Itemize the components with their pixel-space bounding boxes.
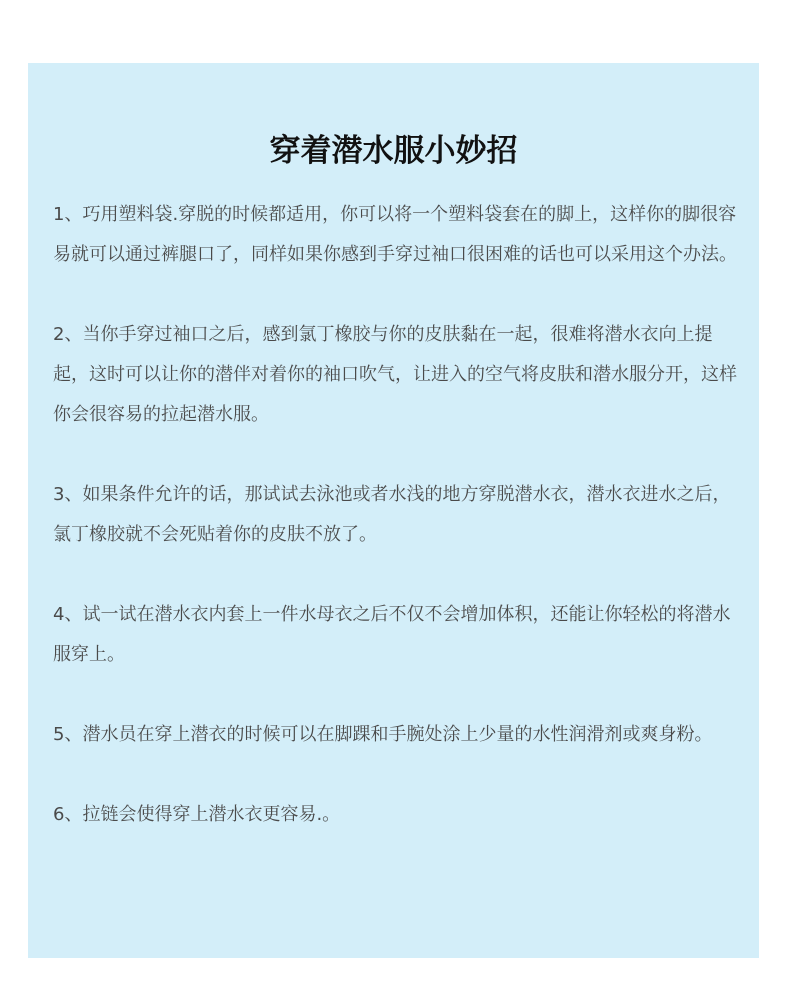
- tip-item-5: 5、潜水员在穿上潜衣的时候可以在脚踝和手腕处涂上少量的水性润滑剂或爽身粉。: [53, 724, 713, 745]
- page-title: 穿着潜水服小妙招: [269, 133, 518, 169]
- tip-item-1: 1、巧用塑料袋.穿脱的时候都适用，你可以将一个塑料袋套在的脚上，这样你的脚很容易就可以通过裤腿口了，同样如果你感到手穿过袖口很困难的话也可以采用这个办法。: [53, 204, 737, 265]
- tips-list: [53, 195, 737, 835]
- tips-card: [28, 63, 759, 958]
- tip-item-3: 3、如果条件允许的话，那试试去泳池或者水浅的地方穿脱潜水衣，潜水衣进水之后，氯丁橡胶就不会死贴着你的皮肤不放了。: [53, 484, 731, 545]
- tip-item-2: 2、当你手穿过袖口之后，感到氯丁橡胶与你的皮肤黏在一起，很难将潜水衣向上提起，这时可以让你的潜伴对着你的袖口吹气，让进入的空气将皮肤和潜水服分开，这样你会很容易的拉起潜水服。: [53, 324, 737, 425]
- tip-item-6: 6、拉链会使得穿上潜水衣更容易.。: [53, 804, 341, 825]
- tip-item-4: 4、试一试在潜水衣内套上一件水母衣之后不仅不会增加体积，还能让你轻松的将潜水服穿上。: [53, 604, 731, 665]
